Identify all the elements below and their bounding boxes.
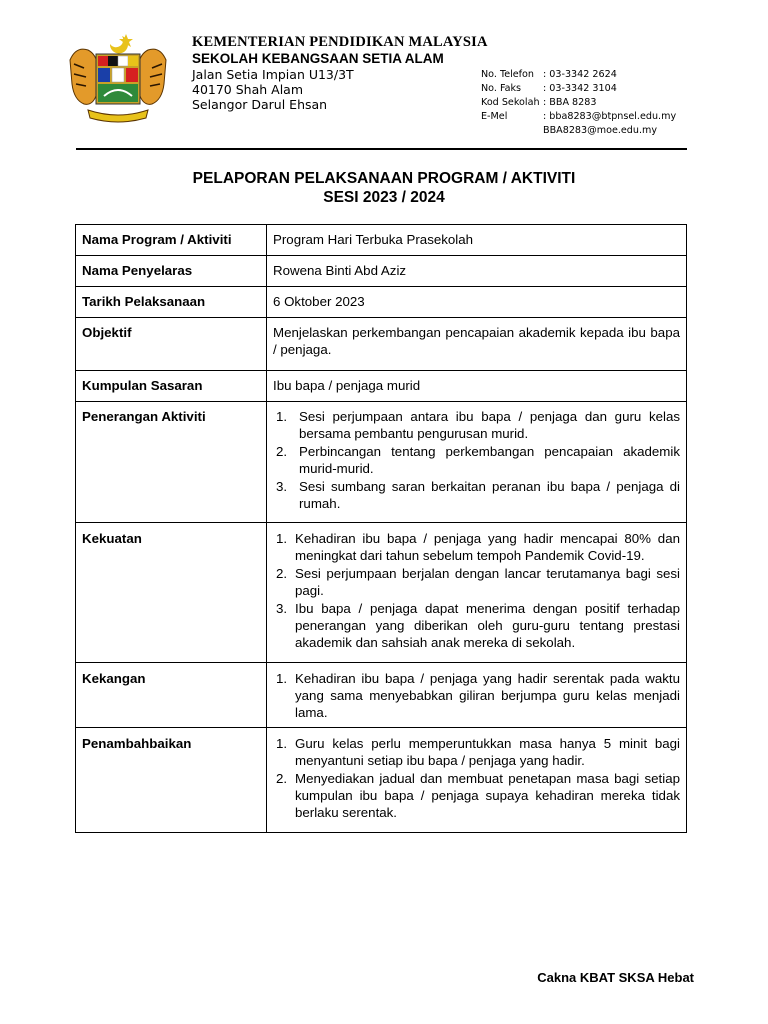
list-item-text: Ibu bapa / penjaga dapat menerima dengan positif terhadap penerangan yang diberikan oleh guru-guru tentang prestasi akademik dan sahsiah anak mereka di sekolah. — [295, 601, 680, 650]
contact-value: : 03-3342 3104 — [543, 83, 617, 94]
row-value — [267, 523, 687, 663]
list-number: 2. — [276, 444, 288, 459]
footer-slogan: Cakna KBAT SKSA Hebat — [537, 970, 694, 985]
list-item-text: Menyediakan jadual dan membuat penetapan masa bagi setiap kumpulan ibu bapa / penjaga supaya kehadiran mereka tidak berlaku serentak. — [295, 771, 680, 820]
list-item — [273, 530, 680, 564]
list-number: 1. — [276, 409, 288, 424]
contact-phone — [481, 68, 676, 82]
row-value — [267, 402, 687, 523]
list-item — [273, 565, 680, 599]
row-label: Kumpulan Sasaran — [76, 371, 267, 402]
contact-label: E-Mel — [481, 111, 508, 122]
list-item-text: Sesi perjumpaan berjalan dengan lancar terutamanya bagi sesi pagi. — [295, 566, 680, 598]
list-item-text: Kehadiran ibu bapa / penjaga yang hadir serentak pada waktu yang sama menyebabkan giliran berjumpa guru kelas menjadi lama. — [295, 671, 680, 720]
row-value — [267, 728, 687, 833]
row-value: 6 Oktober 2023 — [267, 287, 687, 318]
contact-value: : BBA 8283 — [543, 97, 597, 108]
contact-value: : 03-3342 2624 — [543, 69, 617, 80]
row-label: Penerangan Aktiviti — [76, 402, 267, 523]
school-name: SEKOLAH KEBANGSAAN SETIA ALAM — [192, 51, 444, 66]
row-label: Kekangan — [76, 663, 267, 728]
list-number: 1. — [276, 531, 288, 546]
row-label: Nama Penyelaras — [76, 256, 267, 287]
ministry-name: KEMENTERIAN PENDIDIKAN MALAYSIA — [192, 34, 488, 50]
row-value: Program Hari Terbuka Prasekolah — [267, 225, 687, 256]
list-item-text: Guru kelas perlu memperuntukkan masa hanya 5 minit bagi menyantuni setiap ibu bapa / penjaga yang hadir. — [295, 736, 680, 768]
contact-label: Kod Sekolah — [481, 97, 540, 108]
row-value — [267, 663, 687, 728]
table-row-activity-description — [76, 402, 687, 523]
table-row-objective — [76, 318, 687, 371]
table-row-strengths — [76, 523, 687, 663]
header-divider — [76, 148, 687, 150]
address-line-1: Jalan Setia Impian U13/3T — [192, 67, 354, 82]
list-number: 2. — [276, 771, 288, 786]
row-label: Tarikh Pelaksanaan — [76, 287, 267, 318]
contact-value: BBA8283@moe.edu.my — [543, 125, 658, 136]
row-label: Objektif — [76, 318, 267, 371]
address-line-2: 40170 Shah Alam — [192, 82, 304, 97]
row-label: Kekuatan — [76, 523, 267, 663]
address-line-3: Selangor Darul Ehsan — [192, 97, 328, 112]
coat-of-arms-logo — [62, 30, 174, 126]
contact-block — [481, 68, 676, 138]
list-item — [273, 600, 680, 651]
list-item-text: Kehadiran ibu bapa / penjaga yang hadir mencapai 80% dan meningkat dari tahun sebelum tempoh Pandemik Covid-19. — [295, 531, 680, 563]
list-number: 3. — [276, 601, 288, 616]
contact-fax — [481, 82, 676, 96]
table-row-coordinator — [76, 256, 687, 287]
constraints-list — [273, 670, 680, 721]
strengths-list — [273, 530, 680, 651]
contact-value: : bba8283@btpnsel.edu.my — [543, 111, 677, 122]
report-title: PELAPORAN PELAKSANAAN PROGRAM / AKTIVITI — [192, 170, 576, 187]
table-row-target-group — [76, 371, 687, 402]
table-row-improvements — [76, 728, 687, 833]
contact-label: No. Faks — [481, 83, 522, 94]
report-table — [75, 224, 687, 833]
list-number: 2. — [276, 566, 288, 581]
list-item — [273, 443, 680, 477]
list-item — [273, 478, 680, 512]
contact-email — [481, 110, 676, 124]
table-row-date — [76, 287, 687, 318]
improvements-list — [273, 735, 680, 821]
contact-label: No. Telefon — [481, 69, 535, 80]
list-item — [273, 770, 680, 821]
row-label: Penambahbaikan — [76, 728, 267, 833]
row-value: Menjelaskan perkembangan pencapaian akademik kepada ibu bapa / penjaga. — [267, 318, 687, 371]
row-label: Nama Program / Aktiviti — [76, 225, 267, 256]
contact-email-2 — [481, 124, 676, 138]
list-item — [273, 735, 680, 769]
report-session: SESI 2023 / 2024 — [323, 189, 445, 206]
list-item-text: Perbincangan tentang perkembangan pencapaian akademik murid-murid. — [299, 444, 680, 476]
list-item-text: Sesi perjumpaan antara ibu bapa / penjaga dan guru kelas bersama pembantu pengurusan murid. — [299, 409, 680, 441]
row-value: Ibu bapa / penjaga murid — [267, 371, 687, 402]
activity-list — [273, 408, 680, 512]
row-value: Rowena Binti Abd Aziz — [267, 256, 687, 287]
list-item-text: Sesi sumbang saran berkaitan peranan ibu bapa / penjaga di rumah. — [299, 479, 680, 511]
table-row-program — [76, 225, 687, 256]
table-row-constraints — [76, 663, 687, 728]
list-number: 3. — [276, 479, 288, 494]
contact-school-code — [481, 96, 676, 110]
list-number: 1. — [276, 671, 288, 686]
list-number: 1. — [276, 736, 288, 751]
list-item — [273, 670, 680, 721]
list-item — [273, 408, 680, 442]
